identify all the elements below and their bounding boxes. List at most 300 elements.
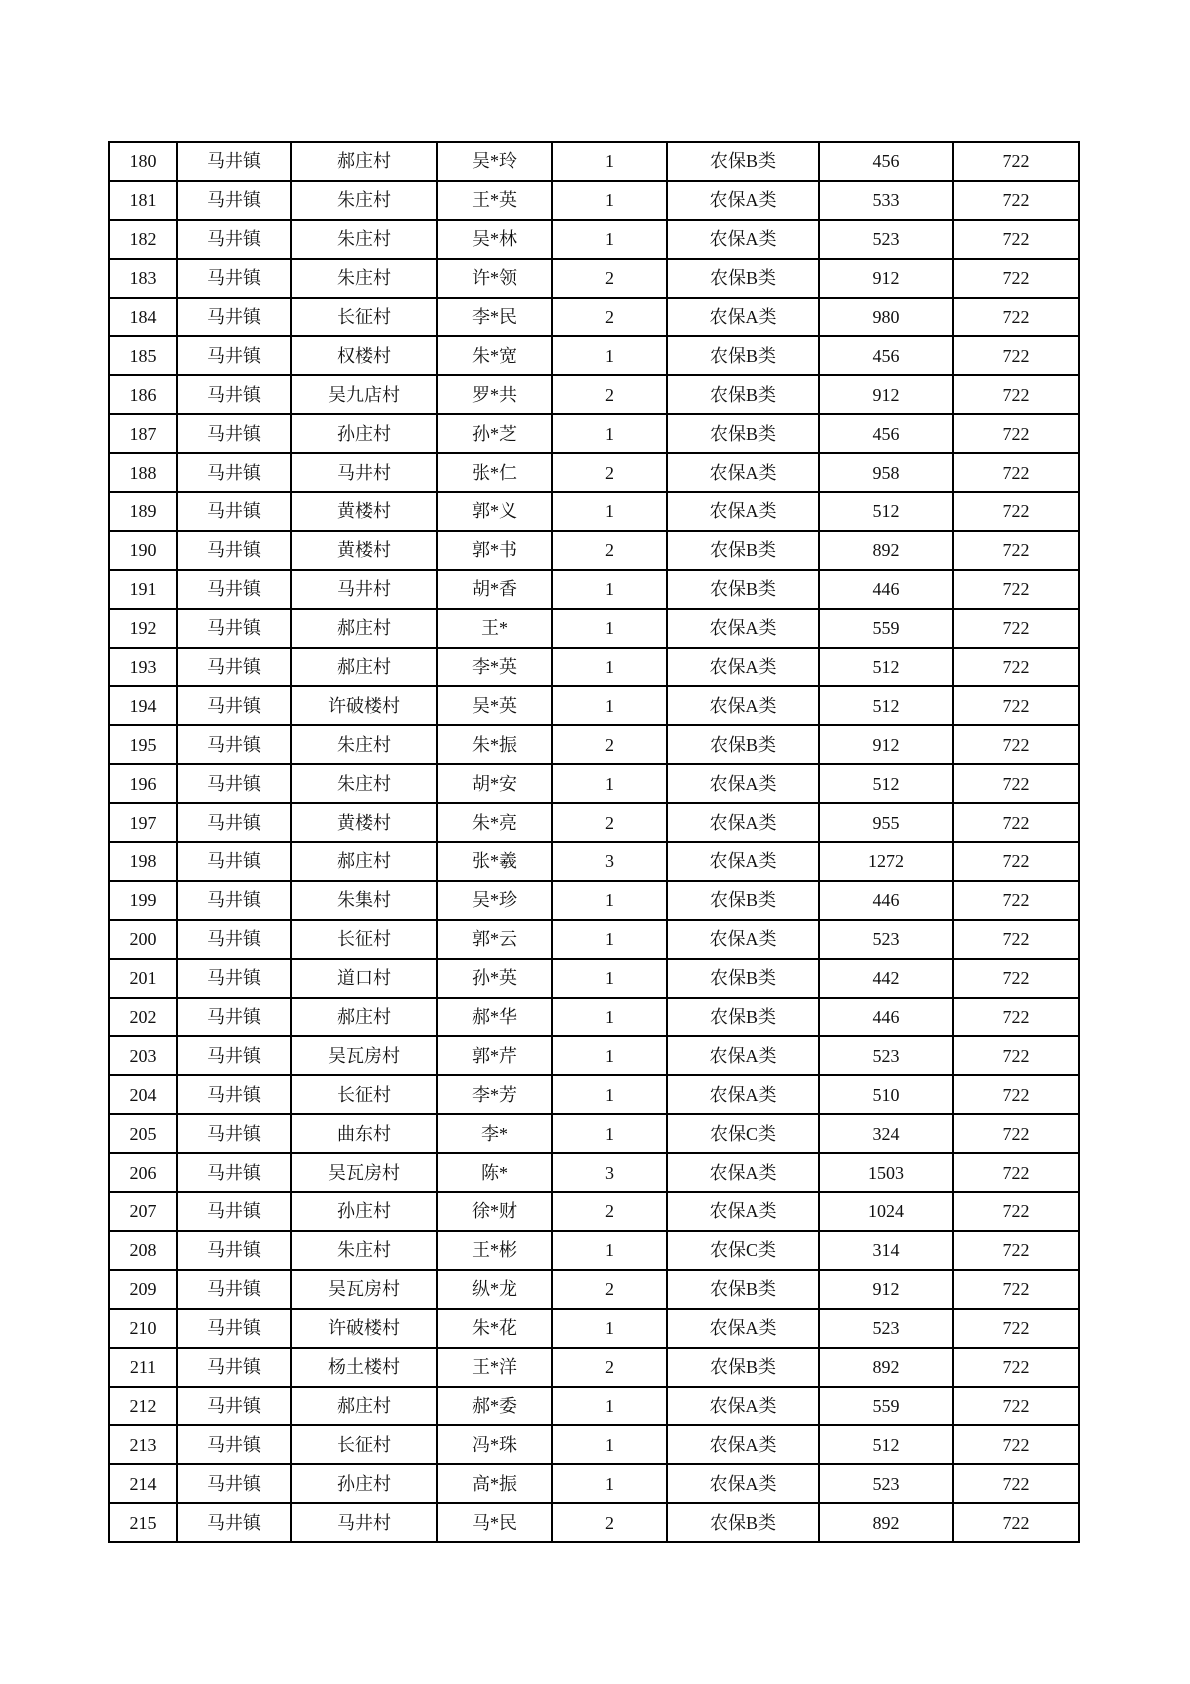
table-row: [109, 142, 1079, 181]
cell-category: 农保A类: [667, 686, 819, 725]
cell-person-count: 3: [552, 842, 667, 881]
cell-village: 长征村: [291, 1075, 437, 1114]
cell-standard: 722: [953, 336, 1079, 375]
cell-row-no: 201: [109, 959, 177, 998]
cell-name: 王*: [437, 609, 552, 648]
table-row: [109, 336, 1079, 375]
cell-row-no: 190: [109, 531, 177, 570]
cell-village: 黄楼村: [291, 492, 437, 531]
table-row: [109, 1114, 1079, 1153]
cell-village: 郝庄村: [291, 142, 437, 181]
cell-standard: 722: [953, 1270, 1079, 1309]
cell-name: 郭*书: [437, 531, 552, 570]
cell-standard: 722: [953, 686, 1079, 725]
cell-village: 曲东村: [291, 1114, 437, 1153]
table-row: [109, 1192, 1079, 1231]
cell-village: 道口村: [291, 959, 437, 998]
cell-category: 农保A类: [667, 181, 819, 220]
cell-amount: 512: [819, 492, 953, 531]
cell-name: 高*振: [437, 1464, 552, 1503]
cell-town: 马井镇: [177, 142, 291, 181]
table-row: [109, 1153, 1079, 1192]
cell-standard: 722: [953, 1425, 1079, 1464]
table-row: [109, 492, 1079, 531]
cell-standard: 722: [953, 1464, 1079, 1503]
cell-category: 农保A类: [667, 1036, 819, 1075]
cell-category: 农保B类: [667, 998, 819, 1037]
cell-town: 马井镇: [177, 803, 291, 842]
cell-person-count: 1: [552, 609, 667, 648]
cell-amount: 559: [819, 1387, 953, 1426]
cell-row-no: 188: [109, 453, 177, 492]
table-row: [109, 764, 1079, 803]
cell-village: 朱庄村: [291, 764, 437, 803]
cell-standard: 722: [953, 842, 1079, 881]
cell-village: 马井村: [291, 1503, 437, 1542]
cell-town: 马井镇: [177, 375, 291, 414]
table-row: [109, 259, 1079, 298]
cell-row-no: 191: [109, 570, 177, 609]
cell-town: 马井镇: [177, 570, 291, 609]
cell-town: 马井镇: [177, 1153, 291, 1192]
cell-standard: 722: [953, 609, 1079, 648]
cell-person-count: 1: [552, 648, 667, 687]
cell-category: 农保B类: [667, 570, 819, 609]
cell-category: 农保A类: [667, 609, 819, 648]
cell-amount: 456: [819, 336, 953, 375]
cell-village: 杨土楼村: [291, 1348, 437, 1387]
cell-row-no: 183: [109, 259, 177, 298]
cell-amount: 446: [819, 570, 953, 609]
table-row: [109, 220, 1079, 259]
cell-village: 孙庄村: [291, 1464, 437, 1503]
cell-person-count: 1: [552, 1114, 667, 1153]
cell-row-no: 207: [109, 1192, 177, 1231]
cell-village: 长征村: [291, 1425, 437, 1464]
cell-category: 农保A类: [667, 803, 819, 842]
cell-person-count: 2: [552, 1348, 667, 1387]
cell-row-no: 192: [109, 609, 177, 648]
cell-category: 农保A类: [667, 220, 819, 259]
cell-person-count: 2: [552, 1270, 667, 1309]
cell-amount: 523: [819, 1464, 953, 1503]
cell-amount: 912: [819, 725, 953, 764]
cell-category: 农保B类: [667, 959, 819, 998]
cell-village: 朱庄村: [291, 1231, 437, 1270]
cell-amount: 512: [819, 686, 953, 725]
cell-village: 许破楼村: [291, 1309, 437, 1348]
cell-town: 马井镇: [177, 842, 291, 881]
cell-row-no: 184: [109, 298, 177, 337]
cell-person-count: 1: [552, 414, 667, 453]
cell-amount: 523: [819, 220, 953, 259]
cell-town: 马井镇: [177, 1270, 291, 1309]
cell-town: 马井镇: [177, 998, 291, 1037]
cell-person-count: 1: [552, 920, 667, 959]
cell-category: 农保B类: [667, 1503, 819, 1542]
cell-row-no: 199: [109, 881, 177, 920]
cell-person-count: 1: [552, 1309, 667, 1348]
table-row: [109, 959, 1079, 998]
cell-row-no: 214: [109, 1464, 177, 1503]
cell-name: 胡*香: [437, 570, 552, 609]
cell-village: 马井村: [291, 570, 437, 609]
cell-standard: 722: [953, 298, 1079, 337]
cell-village: 朱集村: [291, 881, 437, 920]
cell-standard: 722: [953, 1075, 1079, 1114]
cell-name: 王*彬: [437, 1231, 552, 1270]
cell-standard: 722: [953, 492, 1079, 531]
cell-town: 马井镇: [177, 1425, 291, 1464]
cell-village: 吴瓦房村: [291, 1153, 437, 1192]
cell-name: 王*英: [437, 181, 552, 220]
cell-row-no: 215: [109, 1503, 177, 1542]
cell-amount: 523: [819, 1309, 953, 1348]
cell-category: 农保A类: [667, 1075, 819, 1114]
cell-standard: 722: [953, 1503, 1079, 1542]
cell-name: 郭*义: [437, 492, 552, 531]
table-row: [109, 453, 1079, 492]
table-row: [109, 1075, 1079, 1114]
cell-town: 马井镇: [177, 298, 291, 337]
cell-village: 吴九店村: [291, 375, 437, 414]
cell-standard: 722: [953, 725, 1079, 764]
cell-town: 马井镇: [177, 764, 291, 803]
cell-town: 马井镇: [177, 453, 291, 492]
cell-town: 马井镇: [177, 1309, 291, 1348]
cell-row-no: 194: [109, 686, 177, 725]
cell-amount: 892: [819, 531, 953, 570]
cell-town: 马井镇: [177, 609, 291, 648]
cell-village: 吴瓦房村: [291, 1270, 437, 1309]
table-row: [109, 648, 1079, 687]
cell-standard: 722: [953, 142, 1079, 181]
cell-person-count: 1: [552, 764, 667, 803]
cell-standard: 722: [953, 1231, 1079, 1270]
cell-row-no: 196: [109, 764, 177, 803]
cell-village: 郝庄村: [291, 842, 437, 881]
cell-row-no: 200: [109, 920, 177, 959]
cell-row-no: 205: [109, 1114, 177, 1153]
cell-person-count: 1: [552, 570, 667, 609]
cell-standard: 722: [953, 181, 1079, 220]
cell-amount: 892: [819, 1503, 953, 1542]
table-row: [109, 298, 1079, 337]
cell-standard: 722: [953, 531, 1079, 570]
cell-town: 马井镇: [177, 259, 291, 298]
table-row: [109, 181, 1079, 220]
cell-town: 马井镇: [177, 181, 291, 220]
cell-name: 郭*云: [437, 920, 552, 959]
cell-standard: 722: [953, 1387, 1079, 1426]
cell-town: 马井镇: [177, 1503, 291, 1542]
cell-amount: 510: [819, 1075, 953, 1114]
cell-category: 农保A类: [667, 298, 819, 337]
cell-person-count: 2: [552, 725, 667, 764]
cell-category: 农保A类: [667, 453, 819, 492]
cell-amount: 1024: [819, 1192, 953, 1231]
cell-row-no: 186: [109, 375, 177, 414]
table-row: [109, 375, 1079, 414]
cell-town: 马井镇: [177, 881, 291, 920]
cell-amount: 980: [819, 298, 953, 337]
cell-town: 马井镇: [177, 531, 291, 570]
cell-amount: 955: [819, 803, 953, 842]
cell-person-count: 1: [552, 1464, 667, 1503]
cell-town: 马井镇: [177, 648, 291, 687]
cell-category: 农保B类: [667, 259, 819, 298]
cell-name: 吴*玲: [437, 142, 552, 181]
cell-category: 农保A类: [667, 492, 819, 531]
cell-person-count: 1: [552, 686, 667, 725]
cell-name: 吴*林: [437, 220, 552, 259]
cell-amount: 523: [819, 1036, 953, 1075]
cell-row-no: 206: [109, 1153, 177, 1192]
cell-village: 孙庄村: [291, 1192, 437, 1231]
cell-town: 马井镇: [177, 336, 291, 375]
cell-standard: 722: [953, 959, 1079, 998]
cell-amount: 442: [819, 959, 953, 998]
cell-category: 农保A类: [667, 1464, 819, 1503]
cell-amount: 533: [819, 181, 953, 220]
cell-village: 权楼村: [291, 336, 437, 375]
table-row: [109, 414, 1079, 453]
cell-standard: 722: [953, 453, 1079, 492]
cell-village: 吴瓦房村: [291, 1036, 437, 1075]
cell-amount: 523: [819, 920, 953, 959]
cell-village: 郝庄村: [291, 648, 437, 687]
cell-amount: 559: [819, 609, 953, 648]
cell-amount: 324: [819, 1114, 953, 1153]
cell-amount: 912: [819, 375, 953, 414]
cell-standard: 722: [953, 1348, 1079, 1387]
cell-name: 李*民: [437, 298, 552, 337]
cell-category: 农保A类: [667, 764, 819, 803]
cell-name: 吴*珍: [437, 881, 552, 920]
cell-row-no: 202: [109, 998, 177, 1037]
table-row: [109, 1036, 1079, 1075]
cell-village: 朱庄村: [291, 181, 437, 220]
cell-name: 孙*英: [437, 959, 552, 998]
table-row: [109, 609, 1079, 648]
cell-person-count: 1: [552, 181, 667, 220]
cell-category: 农保A类: [667, 1153, 819, 1192]
cell-person-count: 2: [552, 803, 667, 842]
table-row: [109, 1503, 1079, 1542]
cell-name: 李*芳: [437, 1075, 552, 1114]
cell-row-no: 180: [109, 142, 177, 181]
cell-person-count: 2: [552, 1192, 667, 1231]
cell-standard: 722: [953, 881, 1079, 920]
cell-person-count: 2: [552, 298, 667, 337]
cell-category: 农保A类: [667, 1309, 819, 1348]
cell-amount: 892: [819, 1348, 953, 1387]
cell-standard: 722: [953, 1192, 1079, 1231]
cell-name: 郝*华: [437, 998, 552, 1037]
cell-name: 马*民: [437, 1503, 552, 1542]
cell-name: 胡*安: [437, 764, 552, 803]
cell-town: 马井镇: [177, 920, 291, 959]
cell-name: 郭*芹: [437, 1036, 552, 1075]
cell-name: 吴*英: [437, 686, 552, 725]
cell-category: 农保A类: [667, 1425, 819, 1464]
cell-amount: 912: [819, 259, 953, 298]
table-row: [109, 1231, 1079, 1270]
cell-amount: 456: [819, 142, 953, 181]
cell-person-count: 1: [552, 959, 667, 998]
cell-person-count: 1: [552, 1231, 667, 1270]
cell-village: 郝庄村: [291, 1387, 437, 1426]
cell-amount: 456: [819, 414, 953, 453]
cell-town: 马井镇: [177, 959, 291, 998]
cell-person-count: 2: [552, 1503, 667, 1542]
cell-name: 孙*芝: [437, 414, 552, 453]
cell-row-no: 181: [109, 181, 177, 220]
cell-row-no: 193: [109, 648, 177, 687]
cell-village: 朱庄村: [291, 259, 437, 298]
cell-category: 农保B类: [667, 1270, 819, 1309]
table-row: [109, 570, 1079, 609]
cell-standard: 722: [953, 764, 1079, 803]
table-row: [109, 686, 1079, 725]
cell-person-count: 1: [552, 1075, 667, 1114]
cell-category: 农保B类: [667, 375, 819, 414]
cell-name: 徐*财: [437, 1192, 552, 1231]
cell-person-count: 1: [552, 998, 667, 1037]
cell-row-no: 187: [109, 414, 177, 453]
cell-name: 陈*: [437, 1153, 552, 1192]
cell-standard: 722: [953, 414, 1079, 453]
cell-category: 农保B类: [667, 1348, 819, 1387]
cell-person-count: 1: [552, 1036, 667, 1075]
cell-row-no: 182: [109, 220, 177, 259]
cell-category: 农保B类: [667, 142, 819, 181]
cell-town: 马井镇: [177, 1075, 291, 1114]
table-body: [109, 142, 1079, 1542]
cell-category: 农保C类: [667, 1114, 819, 1153]
cell-row-no: 198: [109, 842, 177, 881]
table-row: [109, 920, 1079, 959]
cell-village: 朱庄村: [291, 725, 437, 764]
cell-town: 马井镇: [177, 1464, 291, 1503]
table-row: [109, 881, 1079, 920]
cell-category: 农保A类: [667, 1387, 819, 1426]
cell-person-count: 1: [552, 1387, 667, 1426]
cell-row-no: 185: [109, 336, 177, 375]
cell-amount: 314: [819, 1231, 953, 1270]
table-row: [109, 803, 1079, 842]
cell-row-no: 197: [109, 803, 177, 842]
cell-name: 许*领: [437, 259, 552, 298]
cell-row-no: 210: [109, 1309, 177, 1348]
cell-town: 马井镇: [177, 1231, 291, 1270]
cell-amount: 958: [819, 453, 953, 492]
cell-person-count: 2: [552, 375, 667, 414]
cell-amount: 512: [819, 1425, 953, 1464]
cell-person-count: 3: [552, 1153, 667, 1192]
table-row: [109, 1387, 1079, 1426]
cell-person-count: 1: [552, 336, 667, 375]
cell-row-no: 203: [109, 1036, 177, 1075]
cell-town: 马井镇: [177, 725, 291, 764]
cell-town: 马井镇: [177, 1348, 291, 1387]
cell-category: 农保B类: [667, 725, 819, 764]
table-row: [109, 1309, 1079, 1348]
cell-category: 农保A类: [667, 648, 819, 687]
cell-standard: 722: [953, 1114, 1079, 1153]
cell-row-no: 195: [109, 725, 177, 764]
cell-amount: 512: [819, 764, 953, 803]
cell-village: 长征村: [291, 298, 437, 337]
cell-amount: 1272: [819, 842, 953, 881]
cell-name: 纵*龙: [437, 1270, 552, 1309]
cell-standard: 722: [953, 1309, 1079, 1348]
cell-name: 冯*珠: [437, 1425, 552, 1464]
cell-town: 马井镇: [177, 1192, 291, 1231]
cell-name: 李*: [437, 1114, 552, 1153]
cell-category: 农保A类: [667, 1192, 819, 1231]
cell-village: 黄楼村: [291, 531, 437, 570]
cell-amount: 446: [819, 998, 953, 1037]
cell-village: 郝庄村: [291, 998, 437, 1037]
cell-row-no: 204: [109, 1075, 177, 1114]
cell-person-count: 2: [552, 259, 667, 298]
cell-standard: 722: [953, 570, 1079, 609]
table-row: [109, 998, 1079, 1037]
cell-name: 郝*委: [437, 1387, 552, 1426]
cell-amount: 1503: [819, 1153, 953, 1192]
cell-row-no: 211: [109, 1348, 177, 1387]
cell-standard: 722: [953, 1036, 1079, 1075]
cell-name: 朱*振: [437, 725, 552, 764]
table-row: [109, 1464, 1079, 1503]
cell-town: 马井镇: [177, 414, 291, 453]
cell-name: 张*羲: [437, 842, 552, 881]
cell-village: 马井村: [291, 453, 437, 492]
cell-category: 农保B类: [667, 414, 819, 453]
cell-standard: 722: [953, 220, 1079, 259]
cell-person-count: 1: [552, 142, 667, 181]
cell-village: 郝庄村: [291, 609, 437, 648]
cell-person-count: 1: [552, 1425, 667, 1464]
cell-category: 农保B类: [667, 881, 819, 920]
cell-person-count: 1: [552, 881, 667, 920]
cell-village: 孙庄村: [291, 414, 437, 453]
cell-person-count: 2: [552, 531, 667, 570]
cell-standard: 722: [953, 375, 1079, 414]
table-row: [109, 531, 1079, 570]
cell-village: 朱庄村: [291, 220, 437, 259]
cell-standard: 722: [953, 1153, 1079, 1192]
cell-standard: 722: [953, 998, 1079, 1037]
cell-person-count: 2: [552, 453, 667, 492]
cell-row-no: 213: [109, 1425, 177, 1464]
cell-category: 农保C类: [667, 1231, 819, 1270]
cell-town: 马井镇: [177, 1387, 291, 1426]
cell-category: 农保B类: [667, 531, 819, 570]
cell-row-no: 208: [109, 1231, 177, 1270]
cell-category: 农保B类: [667, 336, 819, 375]
cell-town: 马井镇: [177, 1036, 291, 1075]
cell-name: 朱*花: [437, 1309, 552, 1348]
cell-standard: 722: [953, 648, 1079, 687]
pension-roster-table: [108, 141, 1080, 1543]
cell-village: 长征村: [291, 920, 437, 959]
cell-amount: 912: [819, 1270, 953, 1309]
cell-amount: 512: [819, 648, 953, 687]
cell-name: 朱*亮: [437, 803, 552, 842]
cell-standard: 722: [953, 920, 1079, 959]
